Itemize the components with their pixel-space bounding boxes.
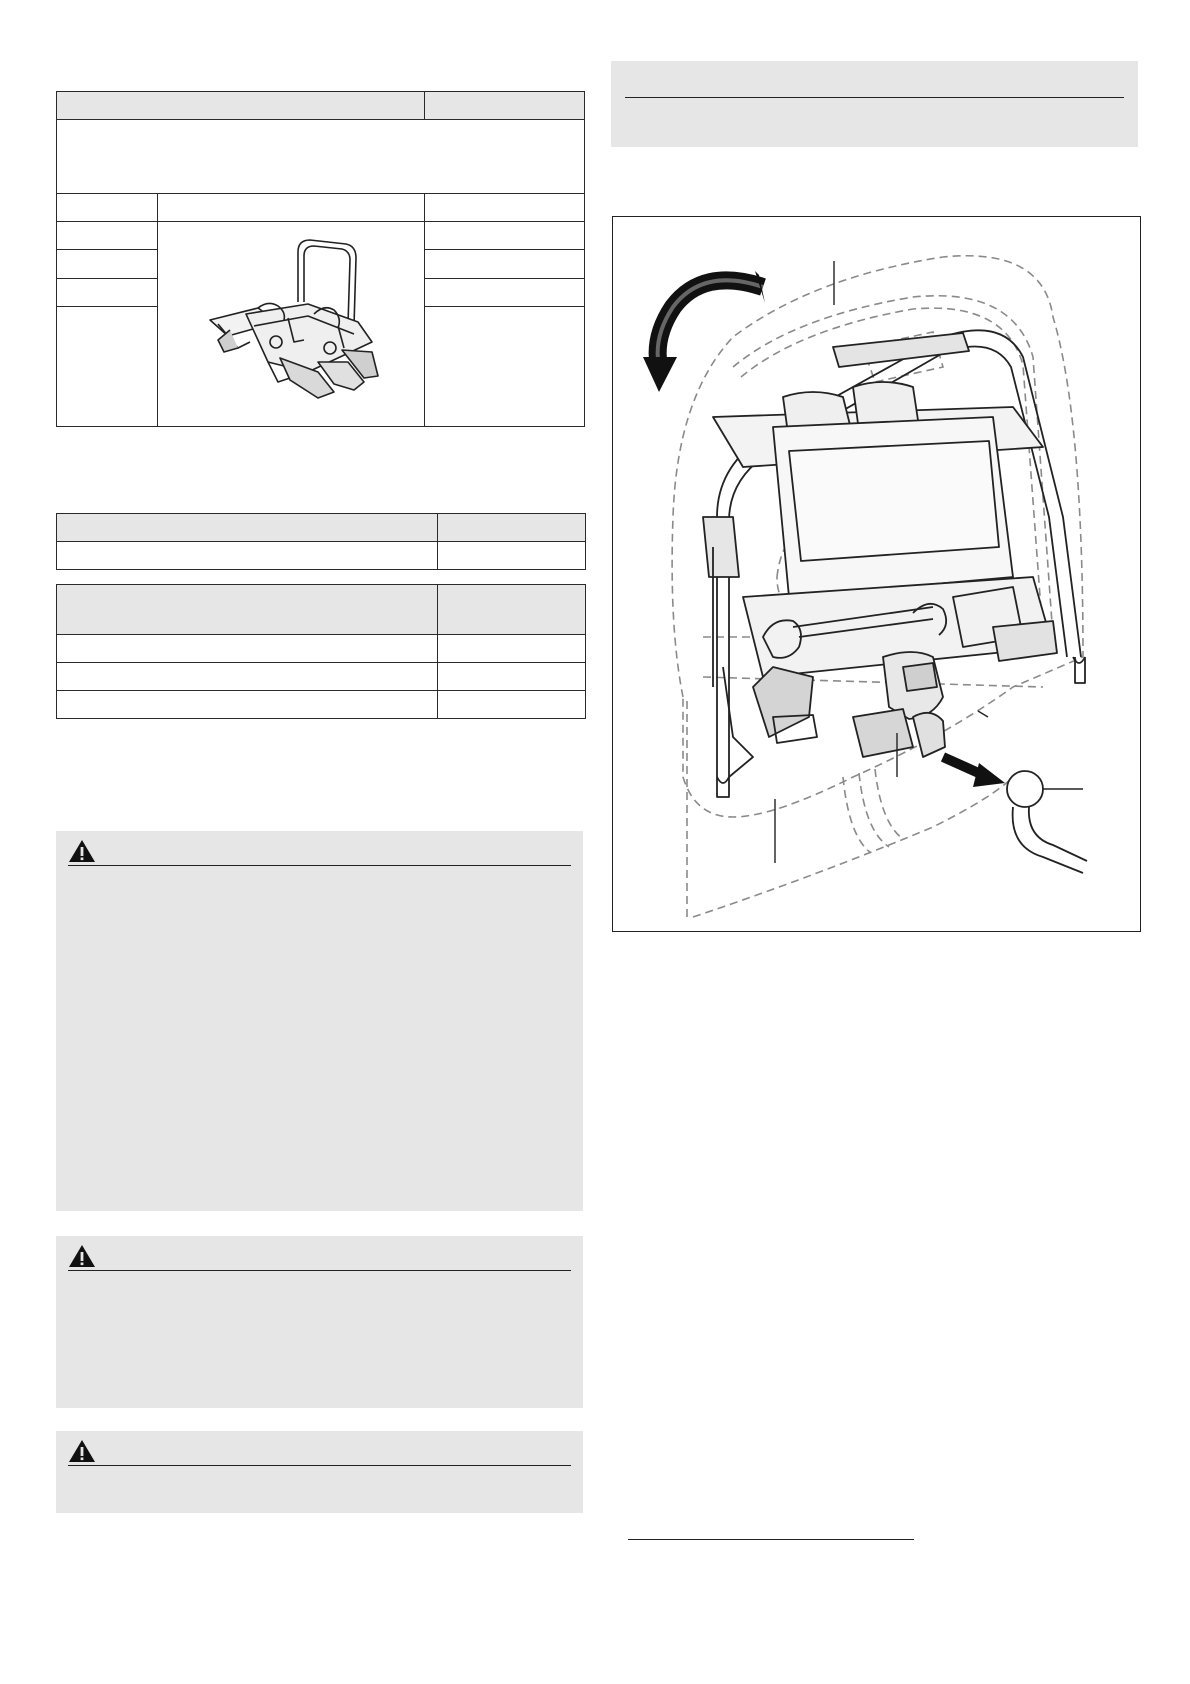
warning-box-3 [56,1431,583,1513]
spec-cell [57,278,158,306]
info-box [611,61,1138,147]
table-three-cell [57,663,438,691]
spec-cell [424,250,584,278]
bike-carrier-illustration [158,222,424,426]
spec-table-header-1 [57,92,425,120]
table-two-cell [57,542,438,570]
info-rule [625,97,1124,98]
table-three-header-2 [438,585,586,635]
spec-cell [424,222,584,250]
warning-triangle-icon [68,839,96,863]
table-three-cell [438,691,586,719]
spec-table [56,91,585,427]
spec-cell [424,194,584,222]
table-two-cell [438,542,586,570]
spec-cell [424,307,584,427]
table-two-header-1 [57,514,438,542]
warning-box-1 [56,831,583,1211]
spec-table-description [57,120,585,194]
table-three [56,584,586,719]
rotate-arrow-icon [643,271,765,392]
table-three-cell [438,663,586,691]
warning-rule [68,1270,571,1271]
spec-table-header-2 [424,92,584,120]
table-three-cell [57,635,438,663]
footnote-rule [628,1539,914,1540]
table-two-header-2 [438,514,586,542]
assembly-figure [612,216,1141,932]
warning-triangle-icon [68,1244,96,1268]
folding-carrier-diagram [613,217,1140,931]
spec-cell [57,250,158,278]
warning-box-2 [56,1236,583,1408]
warning-triangle-icon [68,1439,96,1463]
spec-cell [57,307,158,427]
product-image-cell [157,222,424,427]
table-three-cell [438,635,586,663]
warning-rule [68,865,571,866]
spec-cell [157,194,424,222]
table-three-header-1 [57,585,438,635]
table-two [56,513,586,570]
pull-arrow-icon [943,757,1005,787]
warning-rule [68,1465,571,1466]
spec-cell [57,222,158,250]
spec-cell [57,194,158,222]
spec-cell [424,278,584,306]
table-three-cell [57,691,438,719]
